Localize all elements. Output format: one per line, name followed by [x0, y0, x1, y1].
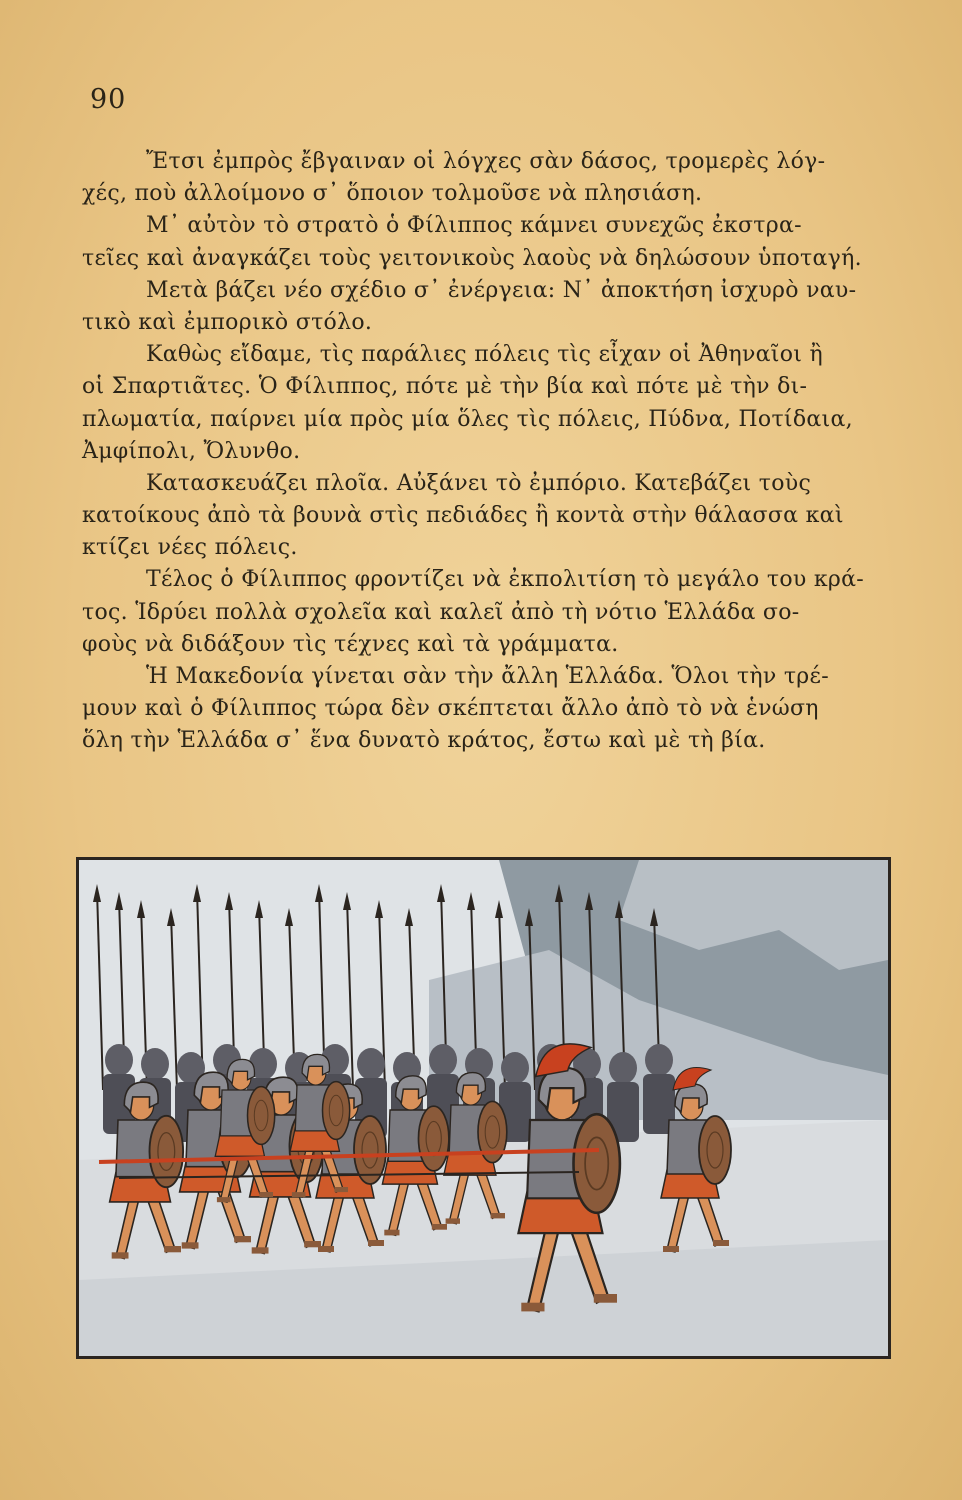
text-line: Κατασκευάζει πλοῖα. Αὐξάνει τὸ ἐμπόριο. Κατεβάζει τοὺς [146, 470, 812, 496]
shield [248, 1087, 275, 1145]
text-line: τος. Ἱδρύει πολλὰ σχολεῖα καὶ καλεῖ ἀπὸ τὴ νότιο Ἑλλάδα σο- [82, 599, 800, 625]
text-line: Τέλος ὁ Φίλιππος φροντίζει νὰ ἐκπολιτίση τὸ μεγάλο του κρά- [146, 567, 865, 593]
back-helmet [609, 1052, 637, 1084]
text-line: τικὸ καὶ ἐμπορικὸ στόλο. [82, 309, 373, 335]
sandal [112, 1252, 129, 1258]
sandal [164, 1246, 181, 1252]
back-helmet [105, 1044, 133, 1076]
text-line: φοὺς νὰ διδάξουν τὶς τέχνες καὶ τὰ γράμματα. [82, 631, 619, 657]
sandal [252, 1247, 269, 1253]
shield [699, 1116, 731, 1184]
sandal [594, 1294, 617, 1303]
sandal [182, 1242, 199, 1248]
text-line: ὅλη τὴν Ἑλλάδα σ᾽ ἕνα δυνατὸ κράτος, ἔστω καὶ μὲ τὴ βία. [82, 728, 766, 754]
back-helmet [645, 1044, 673, 1076]
sandal [292, 1192, 306, 1197]
back-helmet [141, 1048, 169, 1080]
back-helmet [429, 1044, 457, 1076]
text-line: μουν καὶ ὁ Φίλιππος τώρα δὲν σκέπτεται ἄλλο ἀπὸ τὸ νὰ ἑνώση [82, 696, 819, 722]
text-line: Μετὰ βάζει νέο σχέδιο σ᾽ ἐνέργεια: Ν᾽ ἀποκτήση ἰσχυρὸ ναυ- [146, 277, 857, 303]
sandal [217, 1197, 231, 1202]
back-helmet [501, 1052, 529, 1084]
sandal [521, 1303, 544, 1312]
sandal [491, 1213, 505, 1218]
sandal [334, 1187, 348, 1192]
phalanx-illustration [76, 857, 891, 1359]
shield [323, 1082, 350, 1140]
sandal [384, 1230, 399, 1236]
text-line: Ἡ Μακεδονία γίνεται σὰν τὴν ἄλλη Ἑλλάδα. Ὅλοι τὴν τρέ- [146, 664, 829, 689]
sandal [446, 1218, 460, 1223]
sandal [713, 1240, 729, 1246]
sandal [368, 1240, 384, 1246]
text-line: Ἔτσι ἐμπρὸς ἔβγαιναν οἱ λόγχες σὰν δάσος, τρομερὲς λόγ- [146, 149, 826, 174]
shield [419, 1106, 449, 1171]
text-line: Ἀμφίπολι, Ὄλυνθο. [82, 438, 301, 464]
text-line: Καθὼς εἴδαμε, τὶς παράλιες πόλεις τὶς εἶχαν οἱ Ἀθηναῖοι ἢ [146, 342, 823, 368]
text-line: οἱ Σπαρτιᾶτες. Ὁ Φίλιππος, πότε μὲ τὴν βία καὶ πότε μὲ τὴν δι- [82, 374, 808, 400]
page-number: 90 [90, 84, 127, 115]
back-helmet [357, 1048, 385, 1080]
text-line: πλωματία, παίρνει μία πρὸς μία ὅλες τὶς πόλεις, Πύδνα, Ποτίδαια, [82, 406, 853, 432]
text-line: κτίζει νέες πόλεις. [82, 535, 298, 561]
sandal [318, 1246, 334, 1252]
sandal [432, 1224, 447, 1230]
shield [574, 1114, 620, 1213]
text-line: τεῖες καὶ ἀναγκάζει τοὺς γειτονικοὺς λαοὺς νὰ δηλώσουν ὑποταγή. [82, 245, 862, 271]
sandal [663, 1246, 679, 1252]
text-line: χές, ποὺ ἀλλοίμονο σ᾽ ὅποιον τολμοῦσε νὰ πλησιάση. [82, 181, 703, 207]
sandal [259, 1192, 273, 1197]
sandal [234, 1236, 251, 1242]
body-text [82, 146, 890, 758]
text-line: κατοίκους ἀπὸ τὰ βουνὰ στὶς πεδιάδες ἢ κοντὰ στὴν θάλασσα καὶ [82, 503, 844, 529]
text-line: Μ᾽ αὐτὸν τὸ στρατὸ ὁ Φίλιππος κάμνει συνεχῶς ἐκστρα- [146, 213, 802, 239]
